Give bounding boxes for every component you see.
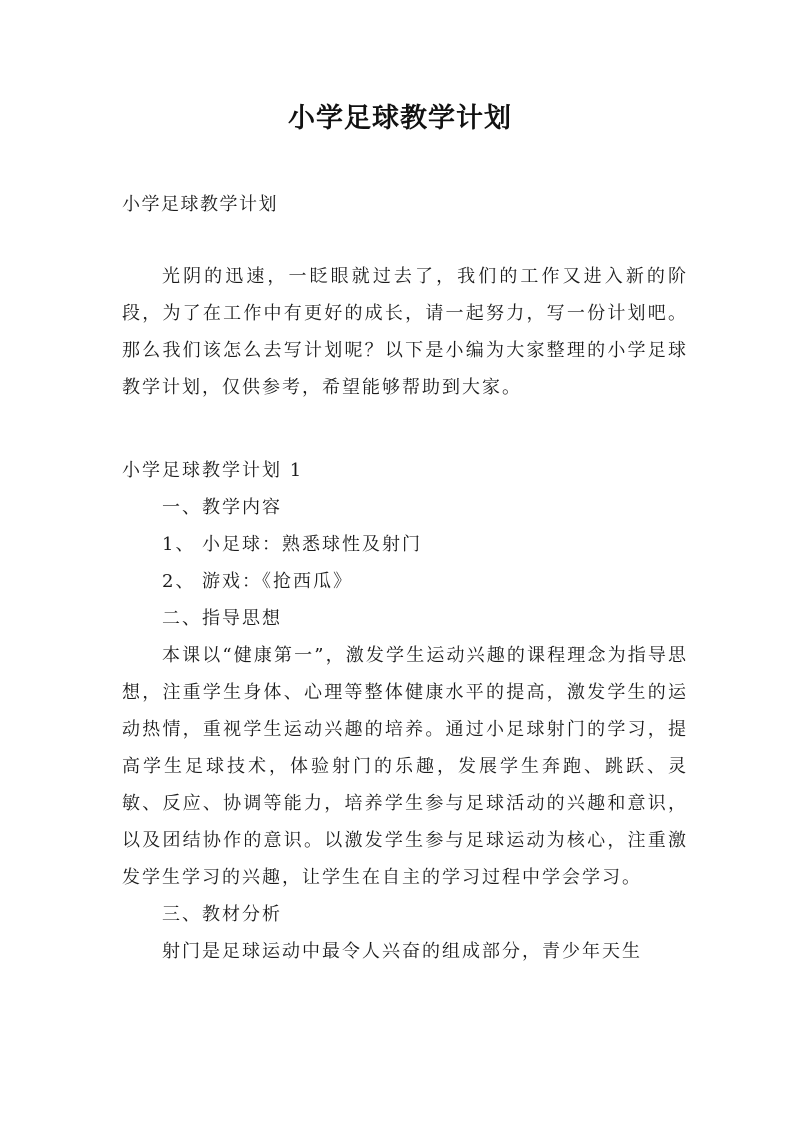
section-heading-content: 一、教学内容 [162,497,282,518]
list-item-text: 游戏：《抢西瓜》 [202,571,353,592]
plan-section [122,452,688,970]
document-subtitle: 小学足球教学计划 [122,194,278,215]
guidance-paragraph: 本课以“健康第一”，激发学生运动兴趣的课程理念为指导思想，注重学生身体、心理等整体健康水平的提高，激发学生的运动热情，重视学生运动兴趣的培养。通过小足球射门的学习，提高学生足球技术，体验射门的乐趣，发展学生奔跑、跳跃、灵敏、反应、协调等能力，培养学生参与足球活动的兴趣和意识，以及团结协作的意识。以激发学生参与足球运动为核心，注重激发学生学习的兴趣，让学生在自主的学习过程中学会学习。 [122,645,688,888]
list-item-number: 1、 [162,534,196,555]
plan-heading: 小学足球教学计划 1 [122,460,304,481]
list-item [122,526,688,563]
list-item [122,563,688,600]
list-item-text: 小足球：熟悉球性及射门 [202,534,422,555]
analysis-paragraph: 射门是足球运动中最令人兴奋的组成部分，青少年天生 [162,941,642,962]
document-title: 小学足球教学计划 [288,103,512,134]
intro-paragraph: 光阴的迅速，一眨眼就过去了，我们的工作又进入新的阶段，为了在工作中有更好的成长，请一起努力，写一份计划吧。那么我们该怎么去写计划呢？以下是小编为大家整理的小学足球教学计划，仅供参考，希望能够帮助到大家。 [122,266,688,398]
section-heading-guidance: 二、指导思想 [162,608,282,629]
list-item-number: 2、 [162,571,196,592]
section-heading-analysis: 三、教材分析 [162,904,282,925]
